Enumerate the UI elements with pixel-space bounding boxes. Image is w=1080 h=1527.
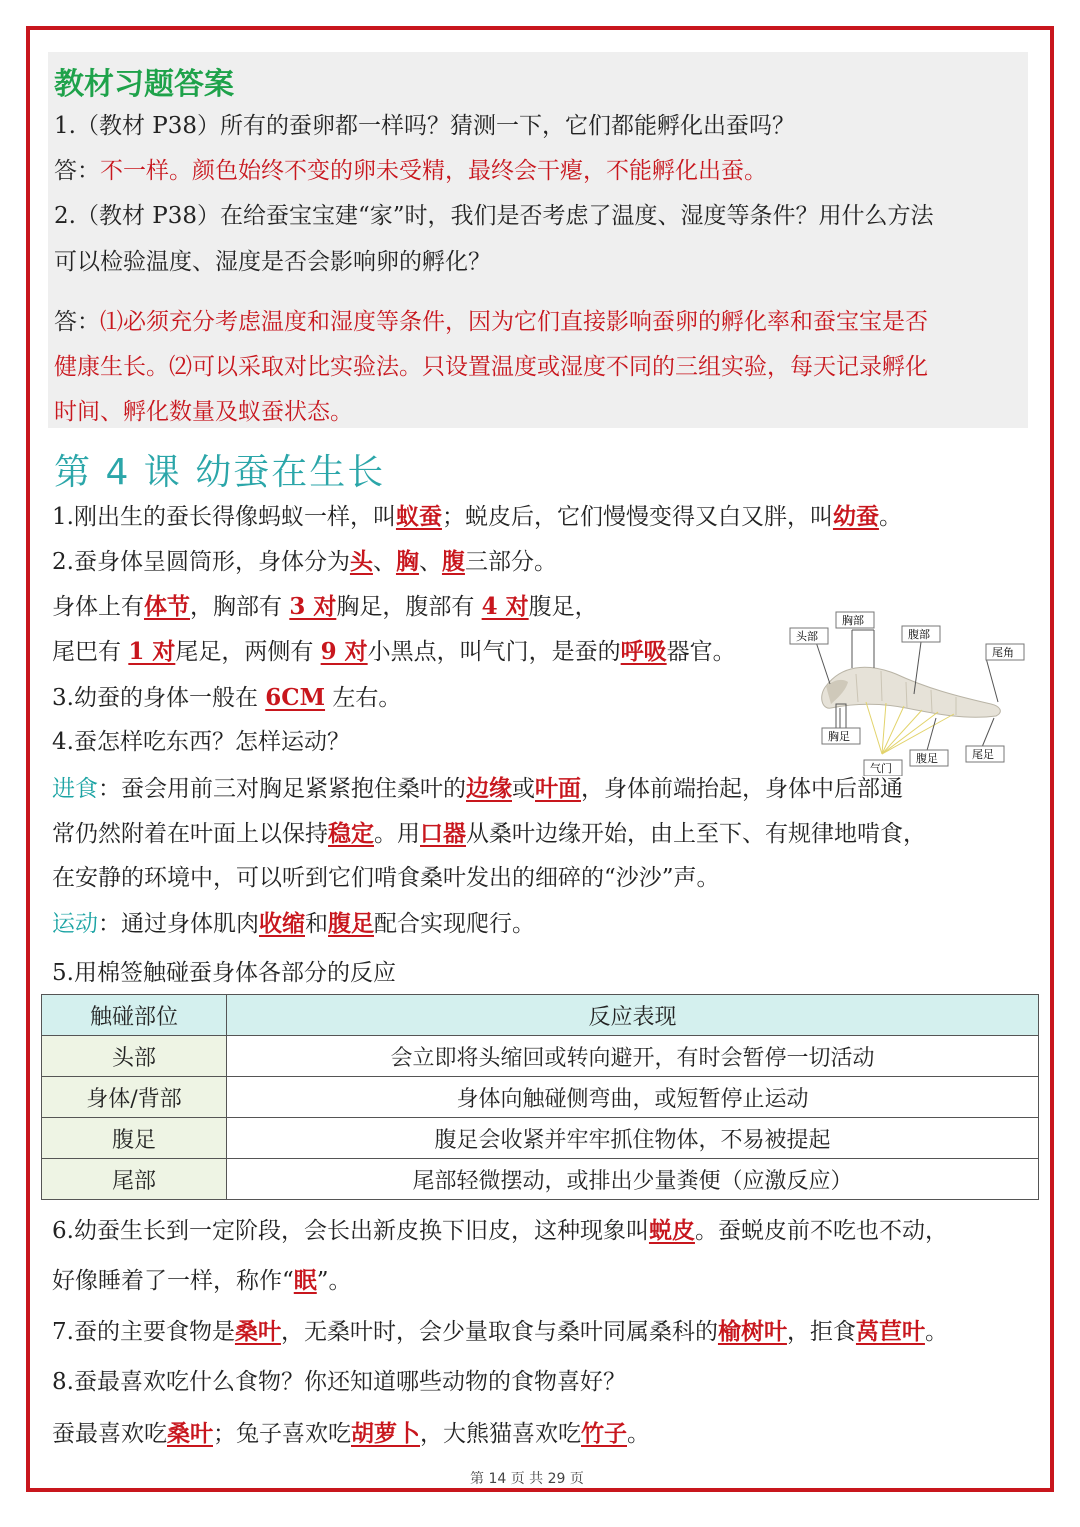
table-header-row	[42, 995, 1039, 1036]
point-4: 4.蚕怎样吃东西？怎样运动？	[52, 729, 350, 755]
table-row	[42, 1118, 1039, 1159]
label-spiracle: 气门	[870, 762, 892, 775]
cell-part: 尾部	[42, 1159, 227, 1200]
cell-part: 头部	[42, 1036, 227, 1077]
label-tail-legs: 尾足	[972, 748, 994, 761]
point-2: 2.蚕身体呈圆筒形，身体分为头、胸、腹三部分。	[52, 548, 557, 575]
point-6: 6.幼蚕生长到一定阶段，会长出新皮换下旧皮，这种现象叫蜕皮。蚕蜕皮前不吃也不动，	[52, 1217, 948, 1244]
answer-1: 答：不一样。颜色始终不变的卵未受精，最终会干瘪，不能孵化出蚕。	[54, 158, 767, 184]
answer-2-line-2: 健康生长。⑵可以采取对比实验法。只设置温度或湿度不同的三组实验，每天记录孵化	[54, 354, 928, 380]
cell-reaction: 身体向触碰侧弯曲，或短暂停止运动	[227, 1077, 1039, 1118]
point-feeding: 进食：蚕会用前三对胸足紧紧抱住桑叶的边缘或叶面，身体前端抬起，身体中后部通	[52, 775, 903, 802]
point-6-cont: 好像睡着了一样，称作“眠”。	[52, 1267, 352, 1294]
table-row	[42, 1036, 1039, 1077]
header-reaction: 反应表现	[227, 995, 1039, 1036]
reaction-table	[41, 994, 1039, 1200]
point-7: 7.蚕的主要食物是桑叶，无桑叶时，会少量取食与桑叶同属桑科的榆树叶，拒食莴苣叶。	[52, 1318, 948, 1345]
answer-2-line-3: 时间、孵化数量及蚁蚕状态。	[54, 399, 353, 425]
label-thorax: 胸部	[842, 614, 864, 627]
point-8: 8.蚕最喜欢吃什么食物？你还知道哪些动物的食物喜好？	[52, 1369, 626, 1395]
point-5: 5.用棉签触碰蚕身体各部分的反应	[52, 960, 396, 986]
page-number: 第 14 页 共 29 页	[470, 1471, 584, 1487]
point-3: 3.幼蚕的身体一般在 6CM 左右。	[52, 684, 402, 711]
question-1: 1.（教材 P38）所有的蚕卵都一样吗？猜测一下，它们都能孵化出蚕吗？	[54, 113, 795, 139]
label-abdomen: 腹部	[908, 628, 930, 641]
answers-title: 教材习题答案	[54, 67, 234, 102]
cell-reaction: 腹足会收紧并牢牢抓住物体，不易被提起	[227, 1118, 1039, 1159]
cell-part: 腹足	[42, 1118, 227, 1159]
point-tail-spiracles: 尾巴有 1 对尾足，两侧有 9 对小黑点，叫气门，是蚕的呼吸器官。	[52, 638, 736, 665]
table-row	[42, 1159, 1039, 1200]
point-1: 1.刚出生的蚕长得像蚂蚁一样，叫蚁蚕；蜕皮后，它们慢慢变得又白又胖，叫幼蚕。	[52, 503, 902, 530]
label-tail-horn: 尾角	[992, 646, 1014, 659]
header-part: 触碰部位	[42, 995, 227, 1036]
table-row	[42, 1077, 1039, 1118]
question-2-line-1: 2.（教材 P38）在给蚕宝宝建“家”时，我们是否考虑了温度、湿度等条件？用什么方法	[54, 203, 934, 229]
silkworm-body	[822, 667, 1001, 717]
cell-reaction: 会立即将头缩回或转向避开，有时会暂停一切活动	[227, 1036, 1039, 1077]
label-prolegs: 腹足	[916, 752, 938, 765]
point-feeding-2: 常仍然附着在叶面上以保持稳定。用口器从桑叶边缘开始，由上至下、有规律地啃食，	[52, 820, 926, 847]
label-thoracic-legs: 胸足	[828, 730, 850, 743]
cell-part: 身体/背部	[42, 1077, 227, 1118]
lesson-title: 第 4 课 幼蚕在生长	[54, 452, 386, 493]
question-2-line-2: 可以检验温度、湿度是否会影响卵的孵化？	[54, 249, 491, 275]
point-movement: 运动：通过身体肌肉收缩和腹足配合实现爬行。	[52, 910, 535, 937]
silkworm-diagram	[786, 604, 1032, 776]
point-8-answer: 蚕最喜欢吃桑叶；兔子喜欢吃胡萝卜，大熊猫喜欢吃竹子。	[52, 1420, 650, 1447]
answer-2-line-1: 答：⑴必须充分考虑温度和湿度等条件，因为它们直接影响蚕卵的孵化率和蚕宝宝是否	[54, 309, 928, 335]
point-feeding-3: 在安静的环境中，可以听到它们啃食桑叶发出的细碎的“沙沙”声。	[52, 865, 720, 891]
label-head: 头部	[796, 630, 818, 643]
cell-reaction: 尾部轻微摆动，或排出少量粪便（应激反应）	[227, 1159, 1039, 1200]
point-body-segments: 身体上有体节，胸部有 3 对胸足，腹部有 4 对腹足，	[52, 593, 598, 620]
